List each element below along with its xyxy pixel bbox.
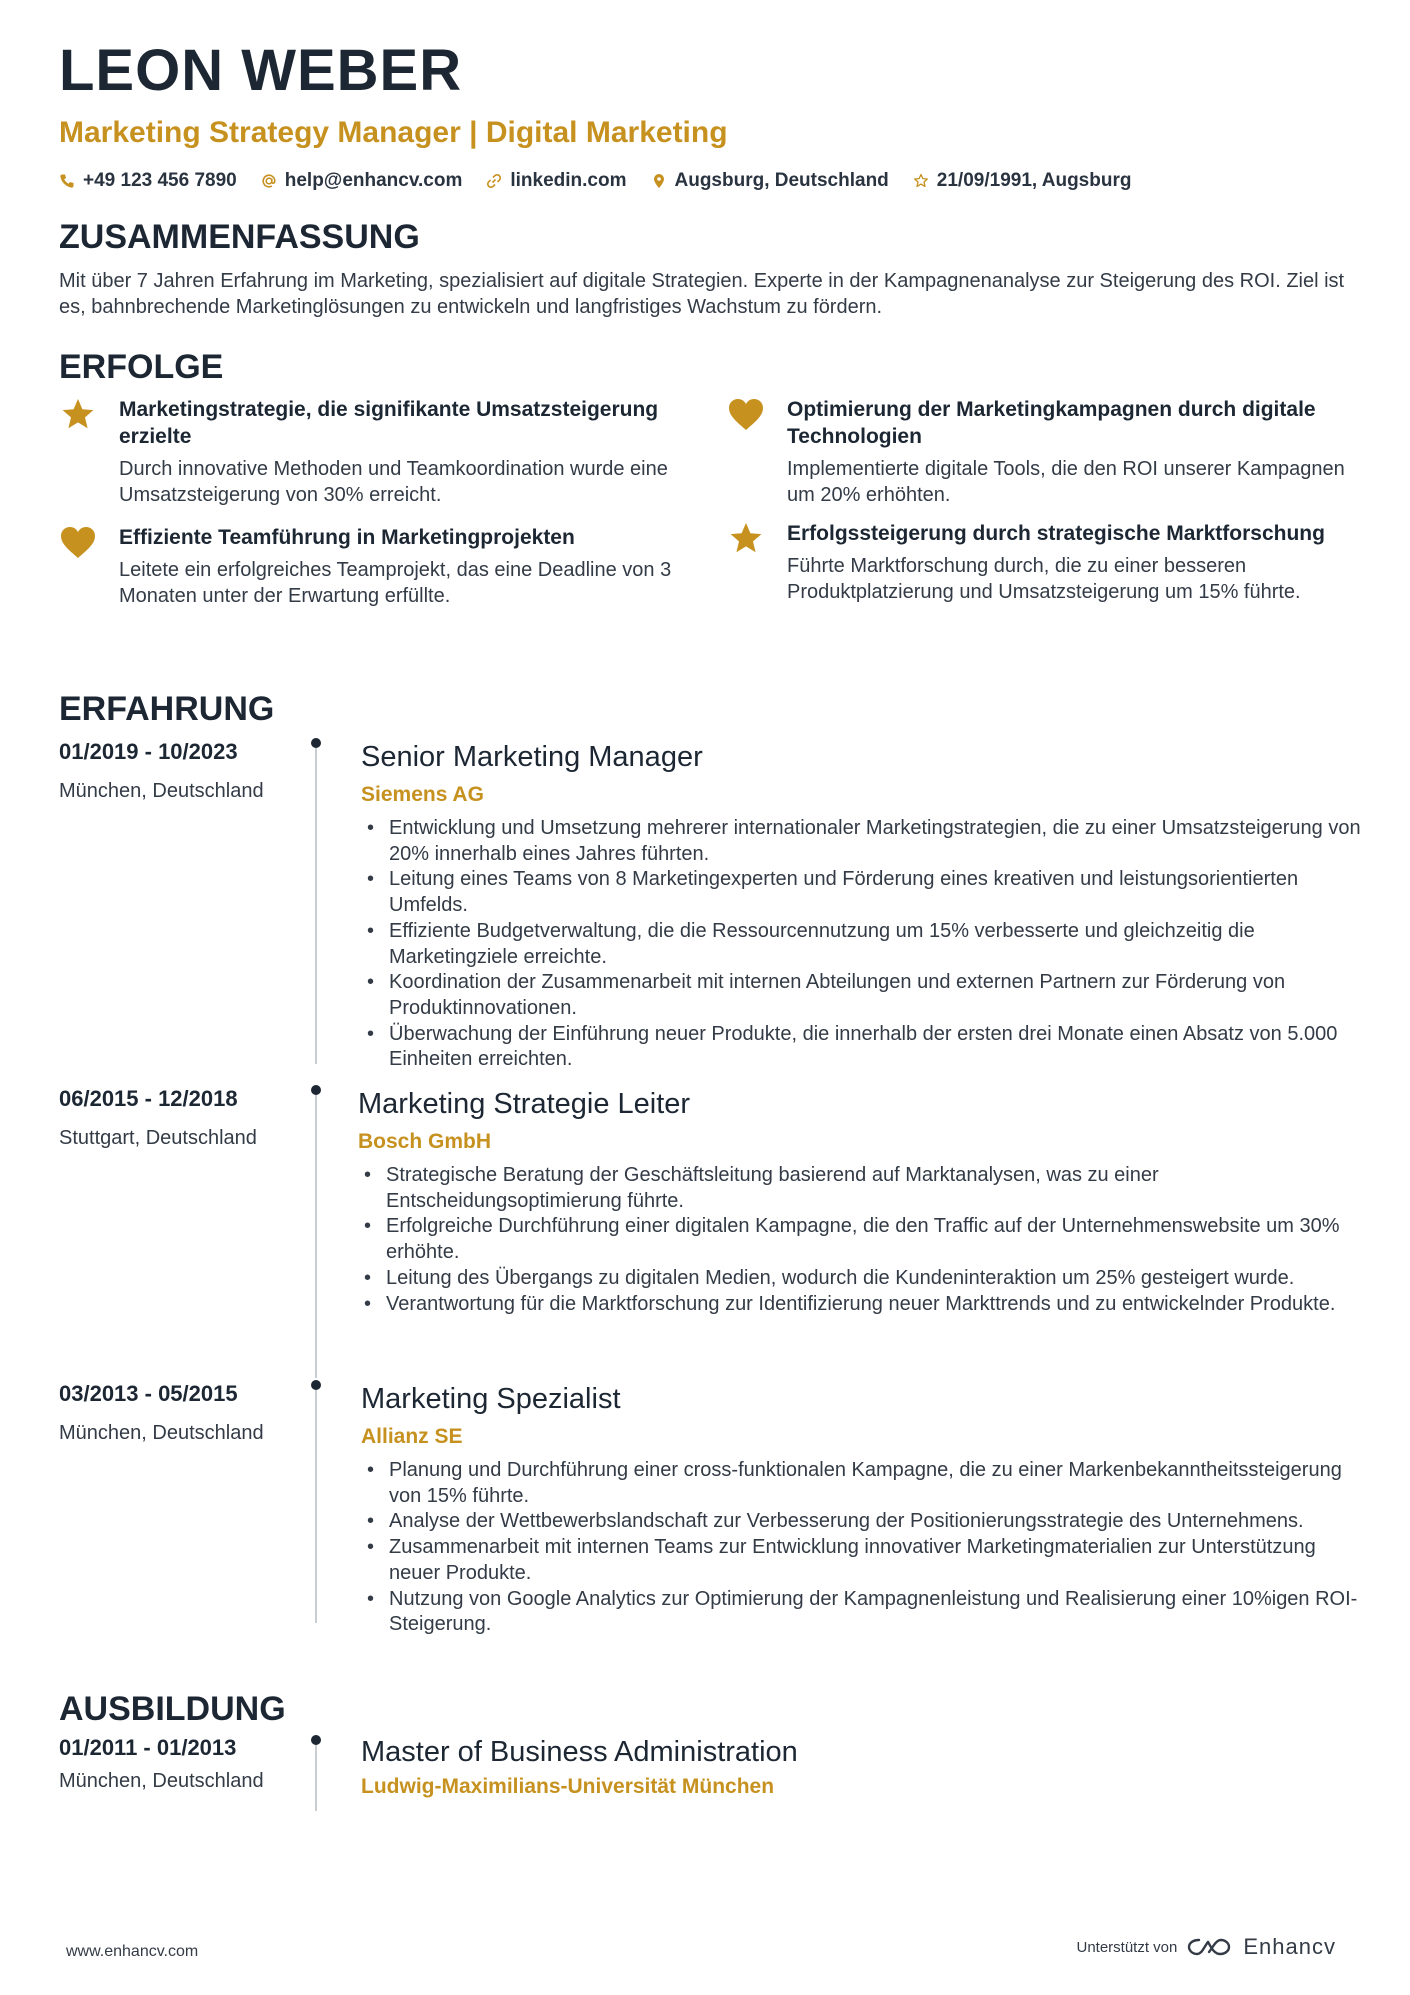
list-item: • Erfolgreiche Durchführung einer digitalen Kampagne, die den Traffic auf der Unternehmenswebsite um 30% erhöhte. <box>358 1214 1358 1265</box>
achievement-item <box>59 524 699 609</box>
contact-phone[interactable] <box>59 170 237 192</box>
achievement-desc: Führte Marktforschung durch, die zu einer besseren Produktplatzierung und Umsatzsteigerung um 15% führte. <box>787 555 1301 603</box>
education-degree: Master of Business Administration <box>361 1736 798 1768</box>
list-item: • Leitung eines Teams von 8 Marketingexperten und Förderung eines kreativen und leistungsorientierten Umfelds. <box>361 867 1361 918</box>
achievement-item <box>727 396 1347 508</box>
achievement-title: Erfolgssteigerung durch strategische Marktforschung <box>787 522 1325 545</box>
education-school: Ludwig-Maximilians-Universität München <box>361 1775 775 1798</box>
star-icon <box>59 396 97 434</box>
summary-text: Mit über 7 Jahren Erfahrung im Marketing, spezialisiert auf digitale Strategien. Experte in der Kampagnenanalyse zur Steigerung des ROI. Ziel ist es, bahnbrechende Marketinglösungen zu entwickeln und langfristiges Wachstum zu fördern. <box>59 270 1345 318</box>
brand-name: Enhancv <box>1243 1934 1336 1959</box>
achievements-heading: ERFOLGE <box>59 348 224 386</box>
achievement-item <box>59 396 699 508</box>
job-bullets <box>361 1458 1361 1638</box>
phone-icon <box>59 173 75 189</box>
job-bullets <box>361 816 1361 1073</box>
timeline-dot <box>311 738 321 748</box>
education-dates: 01/2011 - 01/2013 <box>59 1735 237 1760</box>
list-item: • Planung und Durchführung einer cross-funktionalen Kampagne, die zu einer Markenbekanntheitssteigerung von 15% führte. <box>361 1458 1361 1509</box>
contact-birth-text: 21/09/1991, Augsburg <box>936 170 1132 191</box>
contact-location-text: Augsburg, Deutschland <box>674 170 889 191</box>
job-dates: 01/2019 - 10/2023 <box>59 739 238 764</box>
at-icon <box>261 173 277 189</box>
education-heading: AUSBILDUNG <box>59 1690 286 1728</box>
achievement-desc: Implementierte digitale Tools, die den ROI unserer Kampagnen um 20% erhöhten. <box>787 458 1345 506</box>
timeline-line <box>315 1092 317 1378</box>
enhancv-logo-icon <box>1187 1935 1233 1959</box>
heart-icon <box>59 524 97 562</box>
list-item: • Überwachung der Einführung neuer Produkte, die innerhalb der ersten drei Monate einen Absatz von 5.000 Einheiten erreichten. <box>361 1022 1361 1073</box>
powered-by-label: Unterstützt von <box>1076 1938 1178 1956</box>
timeline-line <box>315 1741 317 1811</box>
job-company: Bosch GmbH <box>358 1130 492 1153</box>
job-location: München, Deutschland <box>59 1422 264 1444</box>
job-title: Marketing Strategie Leiter <box>358 1088 691 1120</box>
contact-location <box>651 170 889 192</box>
contact-bar <box>59 170 1131 192</box>
list-item: • Effiziente Budgetverwaltung, die die Ressourcennutzung um 15% verbesserte und gleichzeitig die Marketingziele erreichte. <box>361 919 1361 970</box>
timeline-dot <box>311 1085 321 1095</box>
list-item: • Verantwortung für die Marktforschung zur Identifizierung neuer Markttrends und zu entwickelnder Produkte. <box>358 1292 1358 1318</box>
list-item: • Koordination der Zusammenarbeit mit internen Abteilungen und externen Partnern zur Förderung von Produktinnovationen. <box>361 970 1361 1021</box>
achievement-item <box>727 520 1347 605</box>
list-item: • Entwicklung und Umsetzung mehrerer internationaler Marketingstrategien, die zu einer Umsatzsteigerung von 20% innerhalb eines Jahres führten. <box>361 816 1361 867</box>
achievement-desc: Durch innovative Methoden und Teamkoordination wurde eine Umsatzsteigerung von 30% erreicht. <box>119 458 668 506</box>
star-icon <box>727 520 765 558</box>
job-title: Senior Marketing Manager <box>361 741 703 773</box>
list-item: • Analyse der Wettbewerbslandschaft zur Verbesserung der Positionierungsstrategie des Unternehmens. <box>361 1509 1361 1535</box>
education-location: München, Deutschland <box>59 1770 264 1792</box>
list-item: • Nutzung von Google Analytics zur Optimierung der Kampagnenleistung und Realisierung einer 10%igen ROI-Steigerung. <box>361 1587 1361 1638</box>
location-icon <box>651 173 667 189</box>
summary-heading: ZUSAMMENFASSUNG <box>59 218 420 256</box>
contact-phone-text: +49 123 456 7890 <box>83 170 237 191</box>
contact-linkedin[interactable] <box>486 170 626 192</box>
timeline-dot <box>311 1735 321 1745</box>
list-item: • Zusammenarbeit mit internen Teams zur Entwicklung innovativer Marketingmaterialien zur Unterstützung neuer Produkte. <box>361 1535 1361 1586</box>
achievement-title: Effiziente Teamführung in Marketingprojekten <box>119 526 575 549</box>
footer-powered-by[interactable] <box>1076 1934 1336 1960</box>
achievement-desc: Leitete ein erfolgreiches Teamprojekt, das eine Deadline von 3 Monaten unter der Erwartung erfüllte. <box>119 559 672 607</box>
job-dates: 06/2015 - 12/2018 <box>59 1086 238 1111</box>
contact-email-text: help@enhancv.com <box>284 170 463 191</box>
contact-birth <box>913 170 1132 192</box>
candidate-name: LEON WEBER <box>59 38 463 103</box>
job-location: München, Deutschland <box>59 780 264 802</box>
experience-heading: ERFAHRUNG <box>59 690 275 728</box>
timeline-line <box>315 744 317 1064</box>
achievement-title: Optimierung der Marketingkampagnen durch digitale Technologien <box>787 398 1316 448</box>
timeline-line <box>315 1385 317 1623</box>
job-location: Stuttgart, Deutschland <box>59 1127 257 1149</box>
footer-url[interactable]: www.enhancv.com <box>66 1943 199 1960</box>
job-company: Allianz SE <box>361 1425 463 1448</box>
candidate-subtitle: Marketing Strategy Manager | Digital Marketing <box>59 116 728 149</box>
job-dates: 03/2013 - 05/2015 <box>59 1381 238 1406</box>
star-outline-icon <box>913 173 929 189</box>
contact-linkedin-text: linkedin.com <box>510 170 627 191</box>
achievement-title: Marketingstrategie, die signifikante Umsatzsteigerung erzielte <box>119 398 659 448</box>
job-bullets <box>358 1163 1358 1317</box>
link-icon <box>486 173 502 189</box>
list-item: • Leitung des Übergangs zu digitalen Medien, wodurch die Kundeninteraktion um 25% gesteigert wurde. <box>358 1266 1358 1292</box>
job-company: Siemens AG <box>361 783 484 806</box>
list-item: • Strategische Beratung der Geschäftsleitung basierend auf Marktanalysen, was zu einer Entscheidungsoptimierung führte. <box>358 1163 1358 1214</box>
heart-icon <box>727 396 765 434</box>
contact-email[interactable] <box>261 170 463 192</box>
timeline-dot <box>311 1380 321 1390</box>
job-title: Marketing Spezialist <box>361 1383 621 1415</box>
